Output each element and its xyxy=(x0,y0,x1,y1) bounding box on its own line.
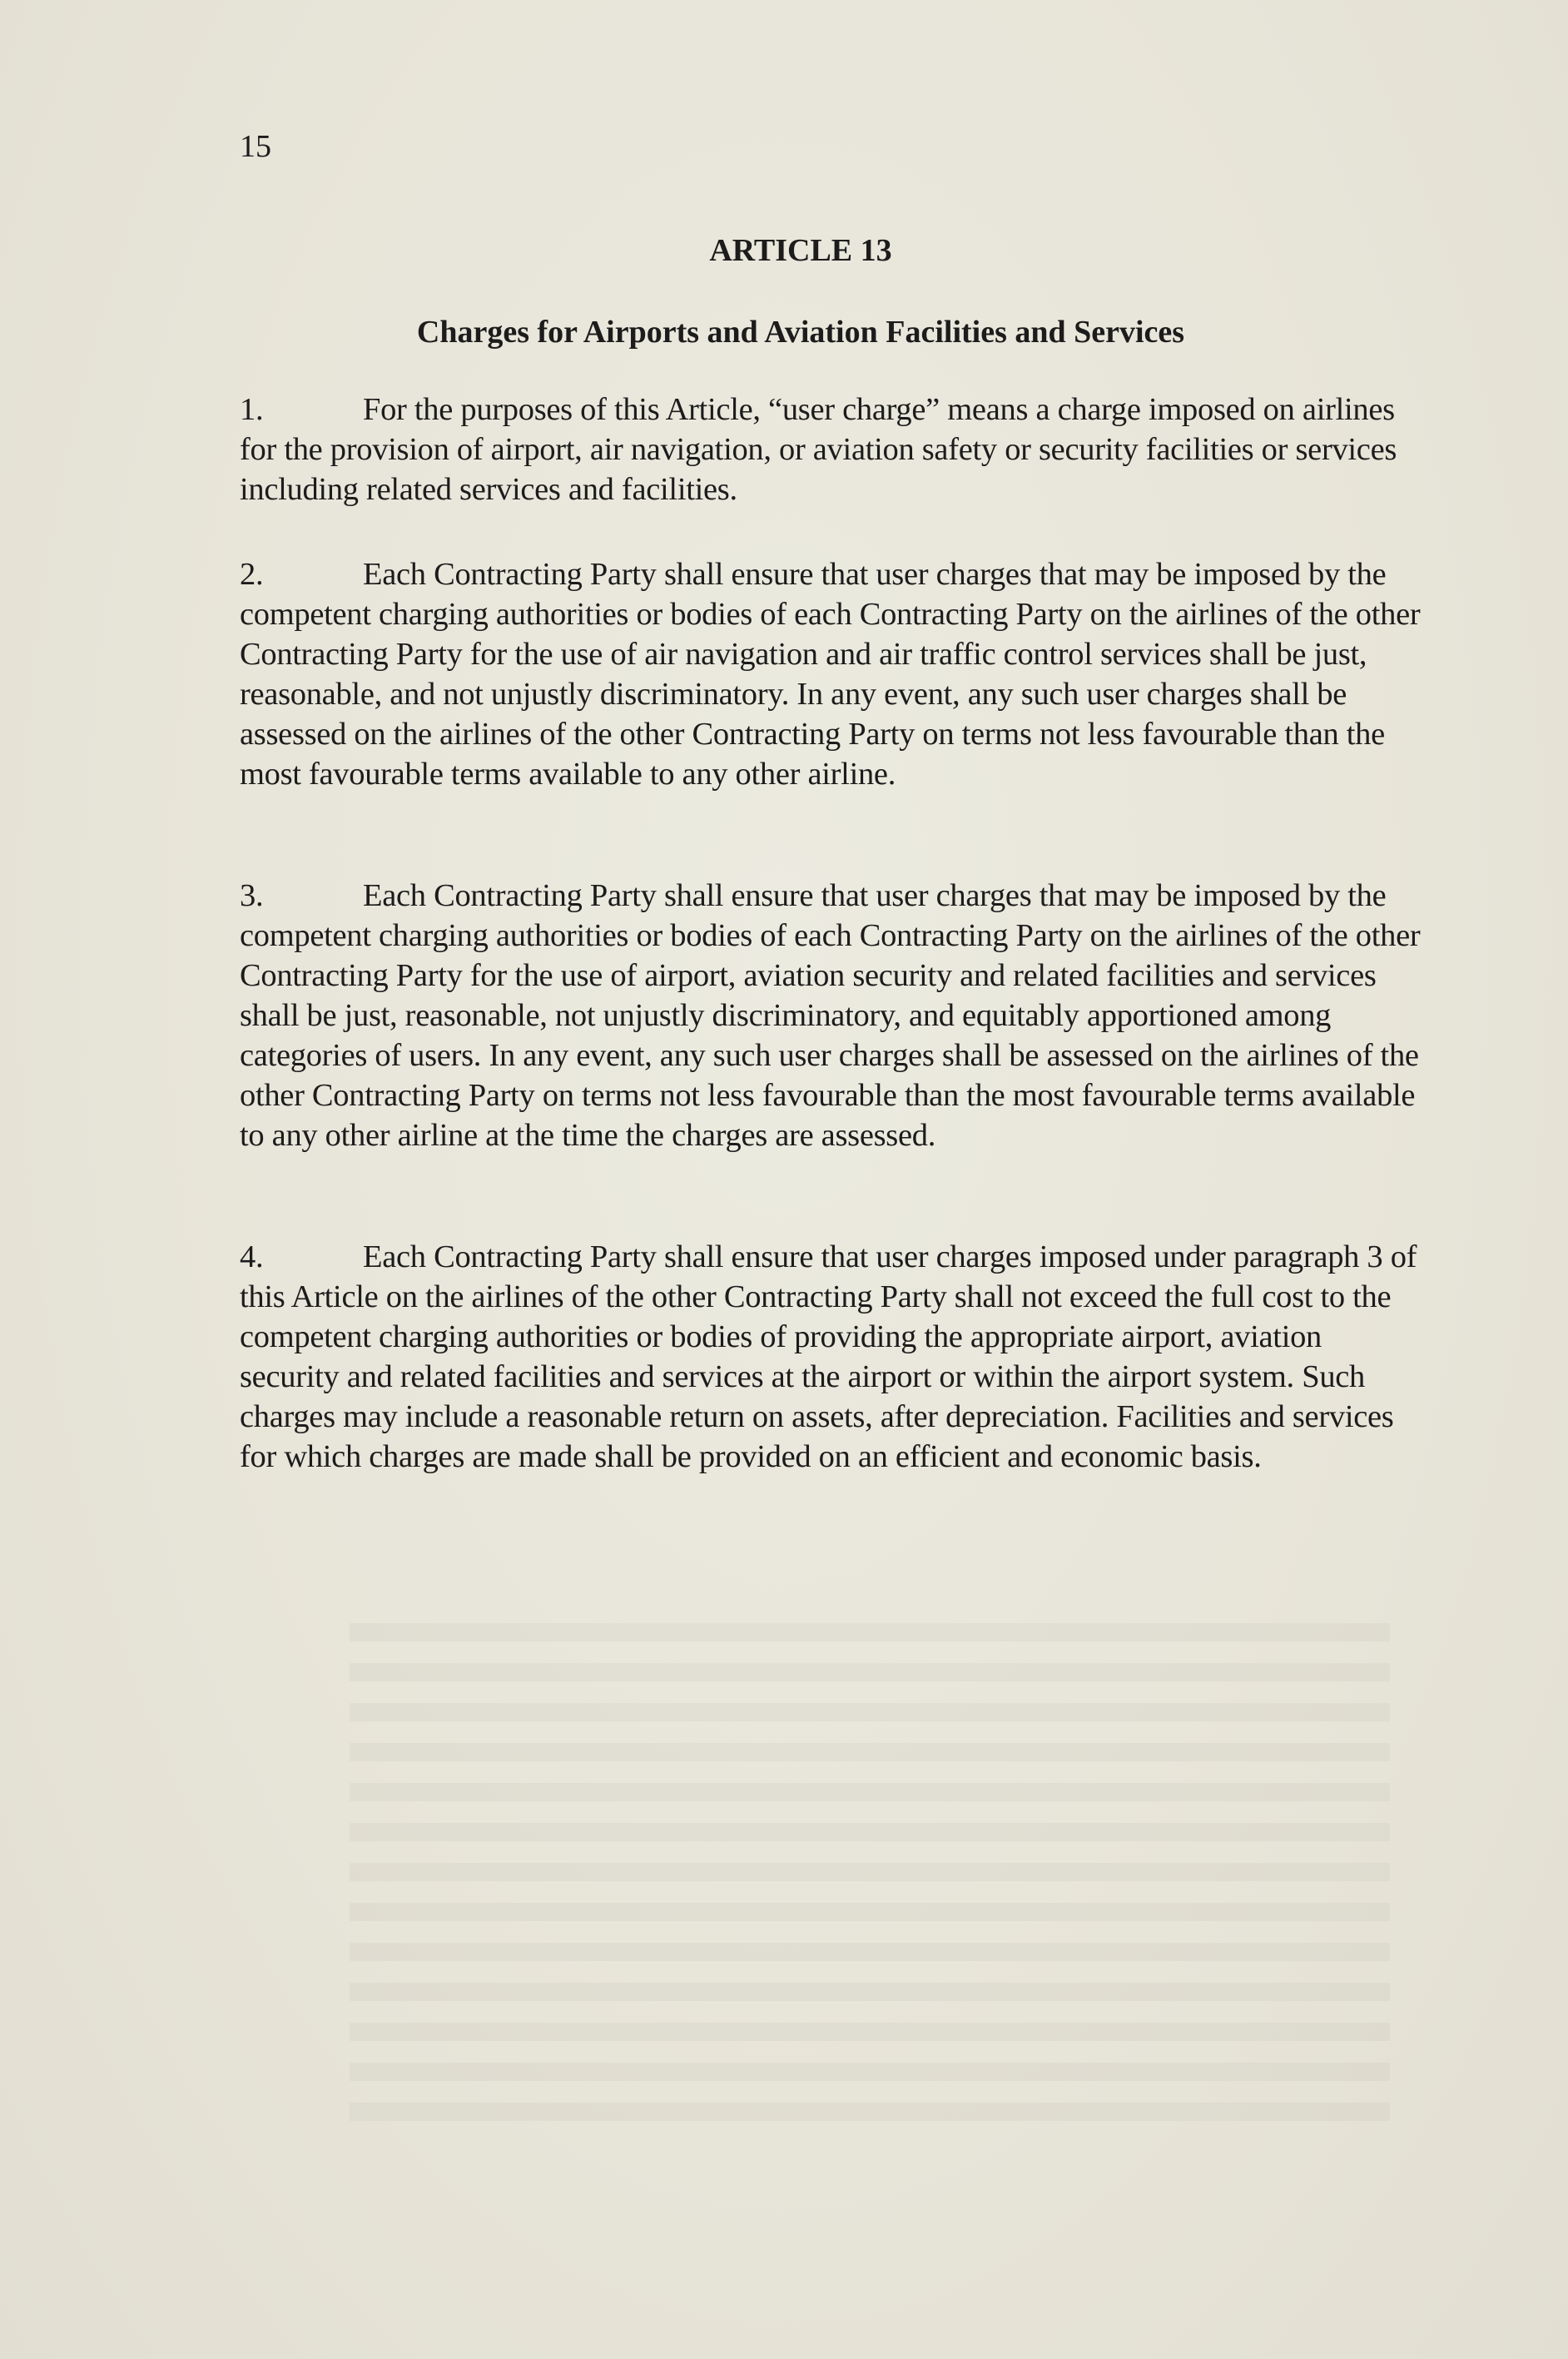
paragraph-text: Each Contracting Party shall ensure that user charges that may be imposed by the competent charging authorities or bodies of each Contracting Party on the airlines of the other Contracting Party for the use of air navigation and air traffic control services shall be just, reasonable, and not unjustly discriminatory. In any event, any such user charges shall be assessed on the airlines of the other Contracting Party on terms not less favourable than the most favourable terms available to any other airline. xyxy=(240,557,1421,792)
paragraph-4 xyxy=(240,1237,1422,1477)
paragraph-number: 2. xyxy=(240,557,264,592)
paragraph-text: For the purposes of this Article, “user charge” means a charge imposed on airlines for the provision of airport, air navigation, or aviation safety or security facilities or services including related services and facilities. xyxy=(240,392,1397,507)
page-number: 15 xyxy=(240,129,271,164)
paragraph-number: 4. xyxy=(240,1239,264,1274)
article-subtitle: Charges for Airports and Aviation Facilities and Services xyxy=(416,315,1185,350)
paragraph-2 xyxy=(240,554,1422,794)
paragraph-text: Each Contracting Party shall ensure that user charges imposed under paragraph 3 of this Article on the airlines of the other Contracting Party shall not exceed the full cost to the competent charging authorities or bodies of providing the appropriate airport, aviation security and related facilities and services at the airport or within the airport system. Such charges may include a reasonable return on assets, after depreciation. Facilities and services for which charges are made shall be provided on an efficient and economic basis. xyxy=(240,1239,1417,1474)
bleed-through-shadow xyxy=(350,1623,1390,2123)
article-heading: ARTICLE 13 xyxy=(709,233,892,268)
paragraph-1 xyxy=(240,390,1422,509)
paragraph-number: 3. xyxy=(240,878,264,913)
paragraph-number: 1. xyxy=(240,392,264,427)
paragraph-3 xyxy=(240,876,1422,1155)
paragraph-text: Each Contracting Party shall ensure that user charges that may be imposed by the competent charging authorities or bodies of each Contracting Party on the airlines of the other Contracting Party for the use of airport, aviation security and related facilities and services shall be just, reasonable, not unjustly discriminatory, and equitably apportioned among categories of users. In any event, any such user charges shall be assessed on the airlines of the other Contracting Party on terms not less favourable than the most favourable terms available to any other airline at the time the charges are assessed. xyxy=(240,878,1421,1153)
